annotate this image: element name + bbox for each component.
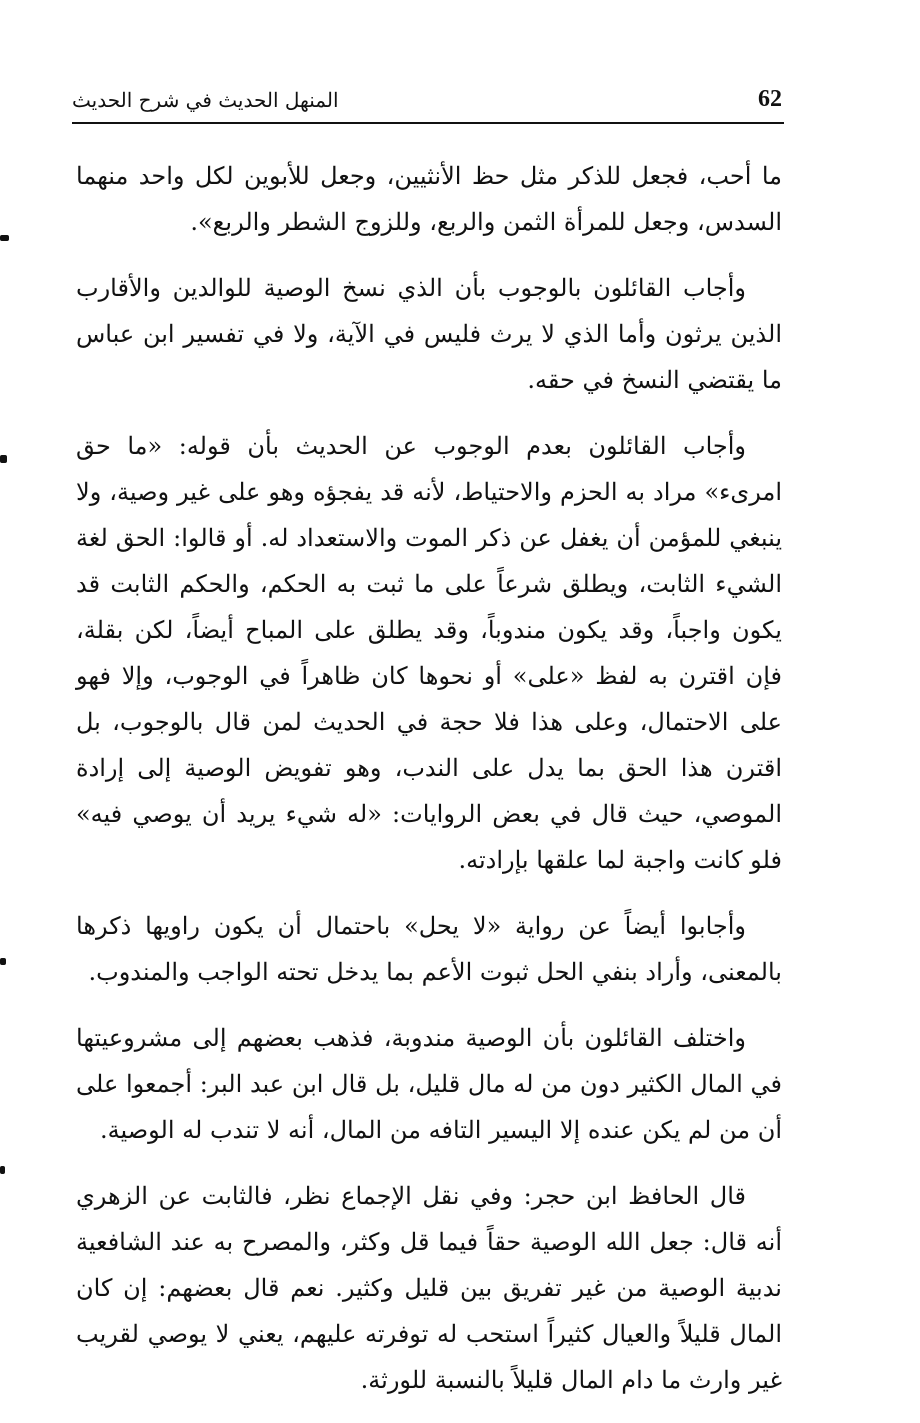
scan-edge-mark	[0, 455, 7, 463]
paragraph: ما أحب، فجعل للذكر مثل حظ الأنثيين، وجعل للأبوين لكل واحد منهما السدس، وجعل للمرأة الثمن والربع، وللزوج الشطر والربع».	[76, 162, 782, 236]
paragraph: وأجاب القائلون بعدم الوجوب عن الحديث بأن قوله: «ما حق امرىء» مراد به الحزم والاحتياط، لأنه قد يفجؤه وهو على غير وصية، ولا ينبغي للمؤمن أن يغفل عن ذكر الموت والاستعداد له. أو قالوا: الحق لغة الشيء الثابت، ويطلق شرعاً على ما ثبت به الحكم، والحكم الثابت قد يكون واجباً، وقد يكون مندوباً، وقد يطلق على المباح أيضاً، لكن بقلة، فإن اقترن به لفظ «على» أو نحوها كان ظاهراً في الوجوب، وإلا فهو على الاحتمال، وعلى هذا فلا حجة في الحديث لمن قال بالوجوب، بل اقترن هذا الحق بما يدل على الندب، وهو تفويض الوصية إلى إرادة الموصي، حيث قال في بعض الروايات: «له شيء يريد أن يوصي فيه» فلو كانت واجبة لما علقها بإرادته.	[76, 432, 782, 874]
body-text	[76, 153, 782, 1423]
paragraph: قال الحافظ ابن حجر: وفي نقل الإجماع نظر، فالثابت عن الزهري أنه قال: جعل الله الوصية حقاً فيما قل وكثر، والمصرح به عند الشافعية ندبية الوصية من غير تفريق بين قليل وكثير. نعم قال بعضهم: إن كان المال قليلاً والعيال كثيراً استحب له توفرته عليهم، يعني لا يوصي لقريب غير وارث ما دام المال قليلاً بالنسبة للورثة.	[76, 1182, 782, 1394]
page-header	[72, 78, 782, 120]
paragraph: واختلف القائلون بأن الوصية مندوبة، فذهب بعضهم إلى مشروعيتها في المال الكثير دون من له مال قليل، بل قال ابن عبد البر: أجمعوا على أن من لم يكن عنده إلا اليسير التافه من المال، أنه لا تندب له الوصية.	[76, 1024, 782, 1144]
paragraph: وأجاب القائلون بالوجوب بأن الذي نسخ الوصية للوالدين والأقارب الذين يرثون وأما الذي لا يرث فليس في الآية، ولا في تفسير ابن عباس ما يقتضي النسخ في حقه.	[76, 274, 782, 394]
paragraph: وأجابوا أيضاً عن رواية «لا يحل» باحتمال أن يكون راويها ذكرها بالمعنى، وأراد بنفي الحل ثبوت الأعم بما يدخل تحته الواجب والمندوب.	[76, 912, 782, 986]
page-number: 62	[758, 86, 782, 112]
scan-edge-mark	[0, 235, 9, 241]
scan-edge-mark	[0, 958, 6, 965]
header-rule	[72, 122, 784, 124]
scan-edge-mark	[0, 1166, 5, 1174]
running-title: المنهل الحديث في شرح الحديث	[72, 88, 339, 112]
